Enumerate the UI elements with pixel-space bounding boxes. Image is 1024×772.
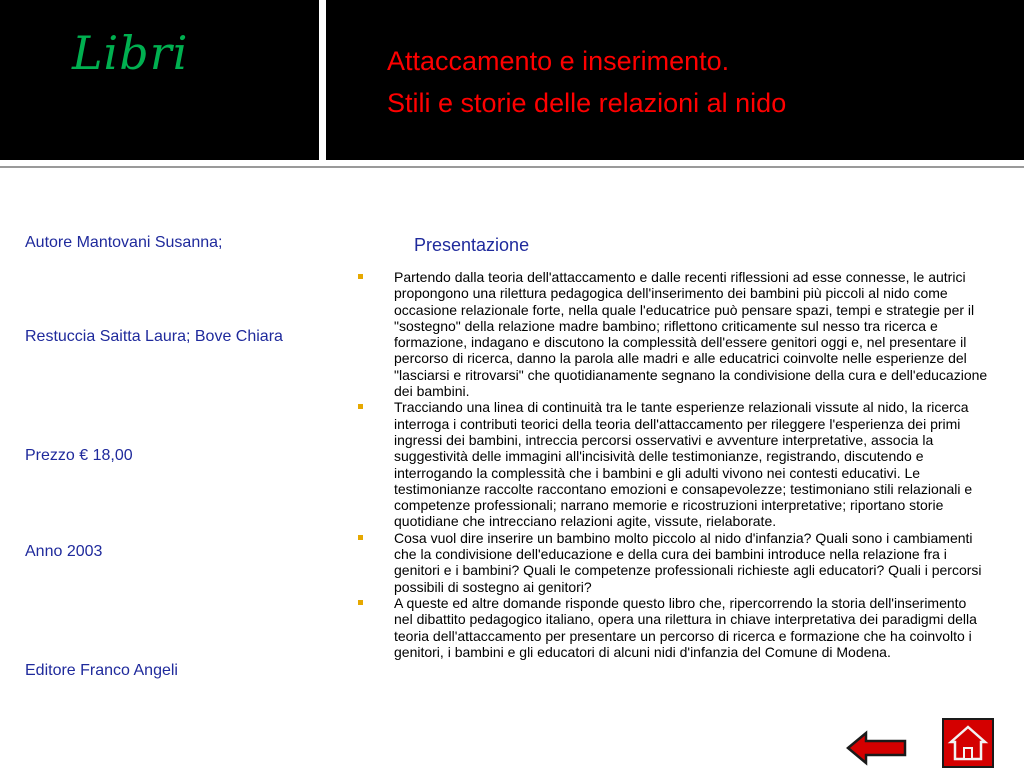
arrow-left-icon bbox=[846, 730, 908, 766]
presentation-paragraph bbox=[356, 399, 988, 529]
logo-text: Libri bbox=[72, 26, 189, 80]
bullet-icon bbox=[358, 535, 363, 540]
header-divider bbox=[0, 166, 1024, 168]
back-button[interactable] bbox=[846, 730, 908, 766]
paragraph-text: A queste ed altre domande risponde questo libro che, ripercorrendo la storia dell'inserimento nel dibattito pedagogico italiano, opera una rilettura in chiave interpretativa dei paradigmi della teoria dell'attaccamento per presentare un percorso di ricerca e formazione che ha coinvolto i genitori, i bambini e gli educatori di alcuni nidi d'infanzia del Comune di Modena. bbox=[394, 594, 977, 660]
header-left-panel bbox=[0, 0, 319, 160]
presentation-list bbox=[356, 269, 988, 660]
paragraph-text: Tracciando una linea di continuità tra le tante esperienze relazionali vissute al nido, la ricerca interroga i contributi teorici della teoria dell'attaccamento per rileggere l'esperienza dei primi ingressi dei bambini, intreccia percorsi osservativi e avventure interpretative, associa la suggestività delle immagini all'incisività delle testimonianze, registrando, discutendo e interrogando la complessità che i bambini e gli adulti vivono nei contesti educativi. Le testimonianze raccolte raccontano emozioni e consapevolezze; testimoniano stili relazionali e competenze professionali; narrano memorie e ricostruzioni interpretative; riportano storie quotidiane che intrecciano relazioni agite, vissute, rielaborate. bbox=[394, 399, 973, 530]
book-publisher: Editore Franco Angeli bbox=[25, 662, 178, 679]
book-author: Autore Mantovani Susanna; bbox=[25, 234, 223, 251]
title-line-1: Attaccamento e inserimento. bbox=[387, 46, 730, 76]
presentation-paragraph bbox=[356, 530, 988, 595]
title-line-2: Stili e storie delle relazioni al nido bbox=[387, 88, 787, 118]
bullet-icon bbox=[358, 600, 363, 605]
presentation-heading: Presentazione bbox=[414, 235, 530, 255]
book-year: Anno 2003 bbox=[25, 543, 103, 560]
home-icon bbox=[942, 718, 994, 768]
book-price: Prezzo € 18,00 bbox=[25, 447, 133, 464]
page-title bbox=[387, 40, 786, 124]
paragraph-text: Cosa vuol dire inserire un bambino molto piccolo al nido d'infanzia? Quali sono i cambiamenti che la condivisione dell'educazione e della cura dei bambini introduce nella relazione fra i genitori e i bambini? Quali le competenze professionali richieste agli educatori? Quali i percorsi possibili di sostegno ai genitori? bbox=[394, 529, 982, 595]
paragraph-text: Partendo dalla teoria dell'attaccamento e dalle recenti riflessioni ad esse connesse, le autrici propongono una rilettura pedagogica dell'inserimento dei bambini più piccoli al nido come occasione relazionale forte, nella quale l'educatrice può pensare spazi, tempi e strategie per il "sostegno" della relazione madre bambino; riflettono criticamente sul nesso tra ricerca e formazione, indagano e discutono la complessità dell'essere genitori oggi e, nel presentare il percorso di ricerca, danno la parola alle madri e alle educatrici coinvolte nelle esperienze del "lasciarsi e ritrovarsi" che quotidianamente segnano la condivisione della cura e dell'educazione dei bambini. bbox=[394, 269, 988, 400]
bullet-icon bbox=[358, 404, 363, 409]
presentation-paragraph bbox=[356, 269, 988, 399]
book-coauthors: Restuccia Saitta Laura; Bove Chiara bbox=[25, 328, 283, 345]
bullet-icon bbox=[358, 274, 363, 279]
home-button[interactable] bbox=[942, 718, 994, 768]
presentation-paragraph bbox=[356, 595, 988, 660]
